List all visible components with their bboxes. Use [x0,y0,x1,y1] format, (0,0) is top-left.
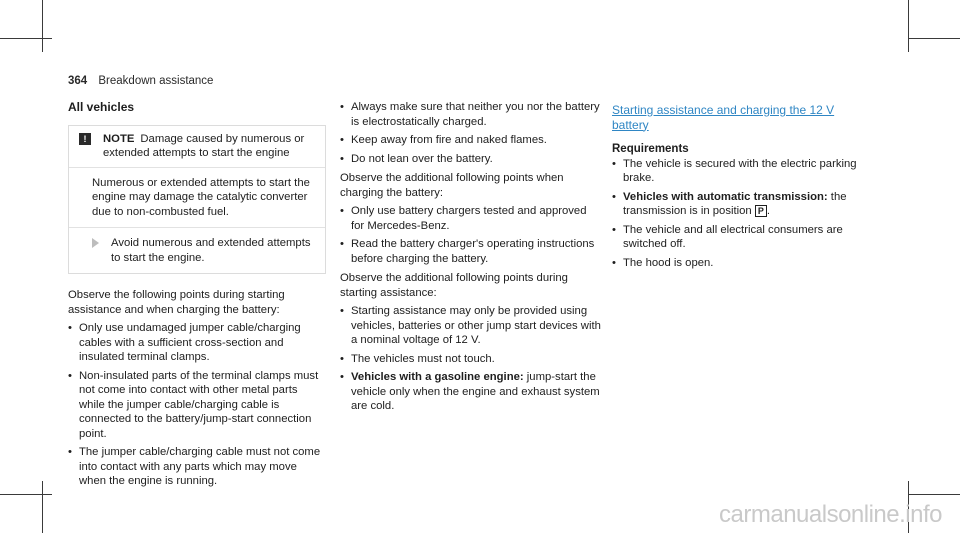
list-item: • Only use undamaged jumper cable/charging cables with a sufficient cross-section and insulated terminal clamps. [68,321,326,365]
note-box [68,125,326,275]
bullet-list [340,100,602,166]
requirements-list [612,157,874,271]
intro-text: Observe the additional following points during starting assistance: [340,272,568,299]
list-item: • The vehicle and all electrical consumers are switched off. [612,223,874,252]
page-header [68,75,213,87]
bullet-list [340,304,602,414]
column-2 [340,100,602,419]
list-item: • The jumper cable/charging cable must not come into contact with any parts which may move when the engine is running. [68,445,326,489]
list-item: • Only use battery chargers tested and approved for Mercedes-Benz. [340,204,602,233]
crop-mark [908,38,960,39]
bullet-list [340,204,602,266]
list-item: • The vehicles must not touch. [340,352,602,367]
list-item-text: jump-start the vehicle only when the engine and exhaust system are cold. [351,371,600,412]
crop-mark [0,38,52,39]
crop-mark [908,0,909,52]
list-item-end: . [766,205,771,217]
watermark: carmanualsonline.info [719,501,942,528]
crop-mark [42,0,43,52]
note-action [69,228,325,273]
list-item: • Read the battery charger's operating instructions before charging the battery. [340,237,602,266]
list-item: • The vehicle is secured with the electric parking brake. [612,157,874,186]
requirements-heading: Requirements [612,143,689,155]
bold-prefix: Vehicles with automatic transmission: [623,190,828,203]
note-title: Damage caused by numerous or extended attempts to start the engine [103,132,305,159]
section-link-heading[interactable]: Starting assistance and charging the 12 V battery [612,103,835,132]
list-item: • Non-insulated parts of the terminal clamps must not come into contact with other metal parts while the jumper cable/charging cable is connected to the battery/jump-start connection point. [68,369,326,442]
note-action-text: Avoid numerous and extended attempts to start the engine. [111,237,311,264]
list-item: • Do not lean over the battery. [340,152,602,167]
note-header [69,126,325,168]
bold-prefix: Vehicles with a gasoline engine: [351,371,524,383]
list-item [612,190,874,219]
crop-mark [908,494,960,495]
intro-text: Observe the additional following points when charging the battery: [340,172,564,199]
note-title-wrap [103,132,317,161]
page-number: 364 [68,75,88,87]
column-1 [68,100,326,494]
intro-text: Observe the following points during starting assistance and when charging the battery: [68,289,285,316]
section-title: Breakdown assistance [98,75,214,87]
list-item-text: the transmission is in position [623,190,847,217]
column-3 [612,100,874,275]
note-body: Numerous or extended attempts to start the engine may damage the catalytic converter due to non-combusted fuel. [69,168,325,229]
section-heading: All vehicles [68,100,135,114]
note-label: NOTE [103,132,135,145]
exclamation-icon: ! [79,133,91,145]
crop-mark [0,494,52,495]
list-item: • Keep away from fire and naked flames. [340,133,602,148]
bullet-list [68,321,326,489]
list-item [340,370,602,414]
park-position-icon: P [755,205,767,217]
crop-mark [42,481,43,533]
list-item: • Starting assistance may only be provided using vehicles, batteries or other jump start devices with a nominal voltage of 12 V. [340,304,602,348]
list-item: • Always make sure that neither you nor the battery is electrostatically charged. [340,100,602,129]
list-item: • The hood is open. [612,256,874,271]
arrow-right-icon [92,238,99,248]
